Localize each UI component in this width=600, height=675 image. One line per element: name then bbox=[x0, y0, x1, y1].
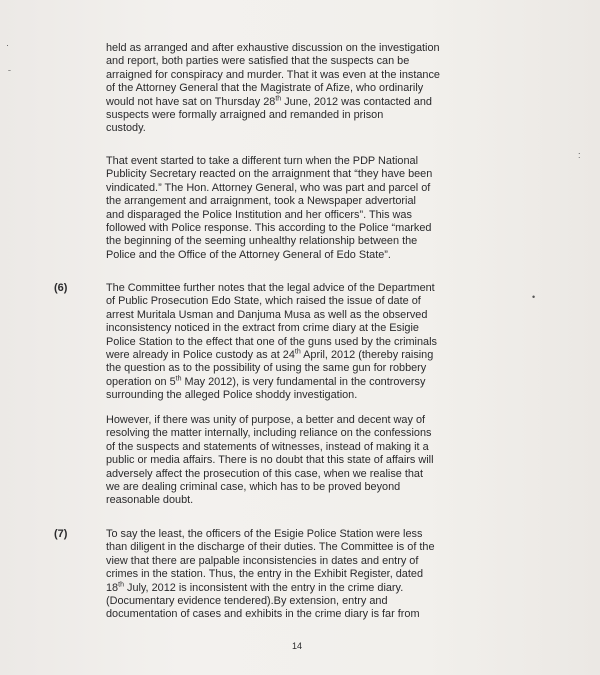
scan-speck: : bbox=[578, 150, 581, 160]
text-line: The Committee further notes that the legal advice of the Department bbox=[106, 282, 435, 294]
text-line: the question as to the possibility of using the same gun for robbery bbox=[106, 362, 427, 375]
text-line: operation on 5th May 2012), is very fundamental in the controversy bbox=[106, 375, 426, 388]
text-line: the arrangement and arraignment, took a Newspaper advertorial bbox=[106, 195, 416, 208]
text-line: of the Attorney General that the Magistrate of Afize, who ordinarily bbox=[106, 82, 424, 95]
text-line: followed with Police response. This according to the Police “marked bbox=[106, 222, 432, 235]
text-line: resolving the matter internally, including reliance on the confessions bbox=[106, 427, 432, 440]
scan-speck: • bbox=[532, 292, 536, 302]
text-line: suspects were formally arraigned and remanded in prison bbox=[106, 109, 384, 122]
text-line: Publicity Secretary reacted on the arraignment that “they have been bbox=[106, 168, 433, 181]
text-line: custody. bbox=[106, 122, 146, 135]
text-line: To say the least, the officers of the Esigie Police Station were less bbox=[106, 528, 423, 540]
text-line: crimes in the station. Thus, the entry in the Exhibit Register, dated bbox=[106, 568, 424, 581]
scan-speck: ˉ bbox=[8, 68, 11, 78]
text-line: than diligent in the discharge of their duties. The Committee is of the bbox=[106, 541, 435, 554]
text-line: were already in Police custody as at 24th April, 2012 (thereby raising bbox=[106, 348, 434, 362]
text-line: would not have sat on Thursday 28th June, 2012 was contacted and bbox=[106, 95, 432, 108]
text-line: inconsistency noticed in the extract from crime diary at the Esigie bbox=[106, 322, 419, 335]
text-line: However, if there was unity of purpose, a better and decent way of bbox=[106, 414, 426, 426]
paragraph-3 bbox=[106, 282, 506, 403]
text-line: vindicated.” The Hon. Attorney General, who was part and parcel of bbox=[106, 181, 431, 194]
paragraph-number-7: (7) bbox=[54, 528, 68, 540]
text-line: arrest Muritala Usman and Danjuma Musa as well as the observed bbox=[106, 308, 428, 321]
paragraph-4 bbox=[106, 414, 506, 508]
text-line: held as arranged and after exhaustive discussion on the investigation bbox=[106, 42, 440, 54]
paragraph-2 bbox=[106, 155, 506, 262]
text-line: of Public Prosecution Edo State, which raised the issue of date of bbox=[106, 295, 421, 308]
text-line: Police Station to the effect that one of the guns used by the criminals bbox=[106, 335, 437, 348]
text-line: and disparaged the Police Institution and her officers”. This was bbox=[106, 208, 412, 221]
paragraph-number-6: (6) bbox=[54, 282, 68, 294]
text-line: 18th July, 2012 is inconsistent with the entry in the crime diary. bbox=[106, 581, 404, 594]
text-line: documentation of cases and exhibits in the crime diary is far from bbox=[106, 608, 420, 621]
text-line: reasonable doubt. bbox=[106, 494, 194, 507]
text-line: we are dealing criminal case, which has to be proved beyond bbox=[106, 481, 401, 494]
text-line: the beginning of the seeming unhealthy relationship between the bbox=[106, 235, 418, 248]
text-line: That event started to take a different turn when the PDP National bbox=[106, 155, 418, 167]
paragraph-1 bbox=[106, 42, 506, 136]
text-line: and report, both parties were satisfied that the suspects can be bbox=[106, 55, 410, 68]
text-line: surrounding the alleged Police shoddy investigation. bbox=[106, 389, 358, 402]
text-line: of the suspects and statements of witnesses, instead of making it a bbox=[106, 440, 429, 453]
text-line: Police and the Office of the Attorney General of Edo State”. bbox=[106, 248, 391, 261]
text-line: (Documentary evidence tendered).By extension, entry and bbox=[106, 595, 388, 608]
text-line: view that there are palpable inconsistencies in dates and entry of bbox=[106, 554, 419, 567]
scan-speck: · bbox=[6, 40, 9, 50]
text-line: arraigned for conspiracy and murder. That it was even at the instance bbox=[106, 68, 440, 81]
page-number: 14 bbox=[291, 641, 302, 651]
text-line: public or media affairs. There is no doubt that this state of affairs will bbox=[106, 454, 434, 467]
text-line: adversely affect the prosecution of this case, when we realise that bbox=[106, 467, 424, 480]
paragraph-5 bbox=[106, 528, 506, 622]
